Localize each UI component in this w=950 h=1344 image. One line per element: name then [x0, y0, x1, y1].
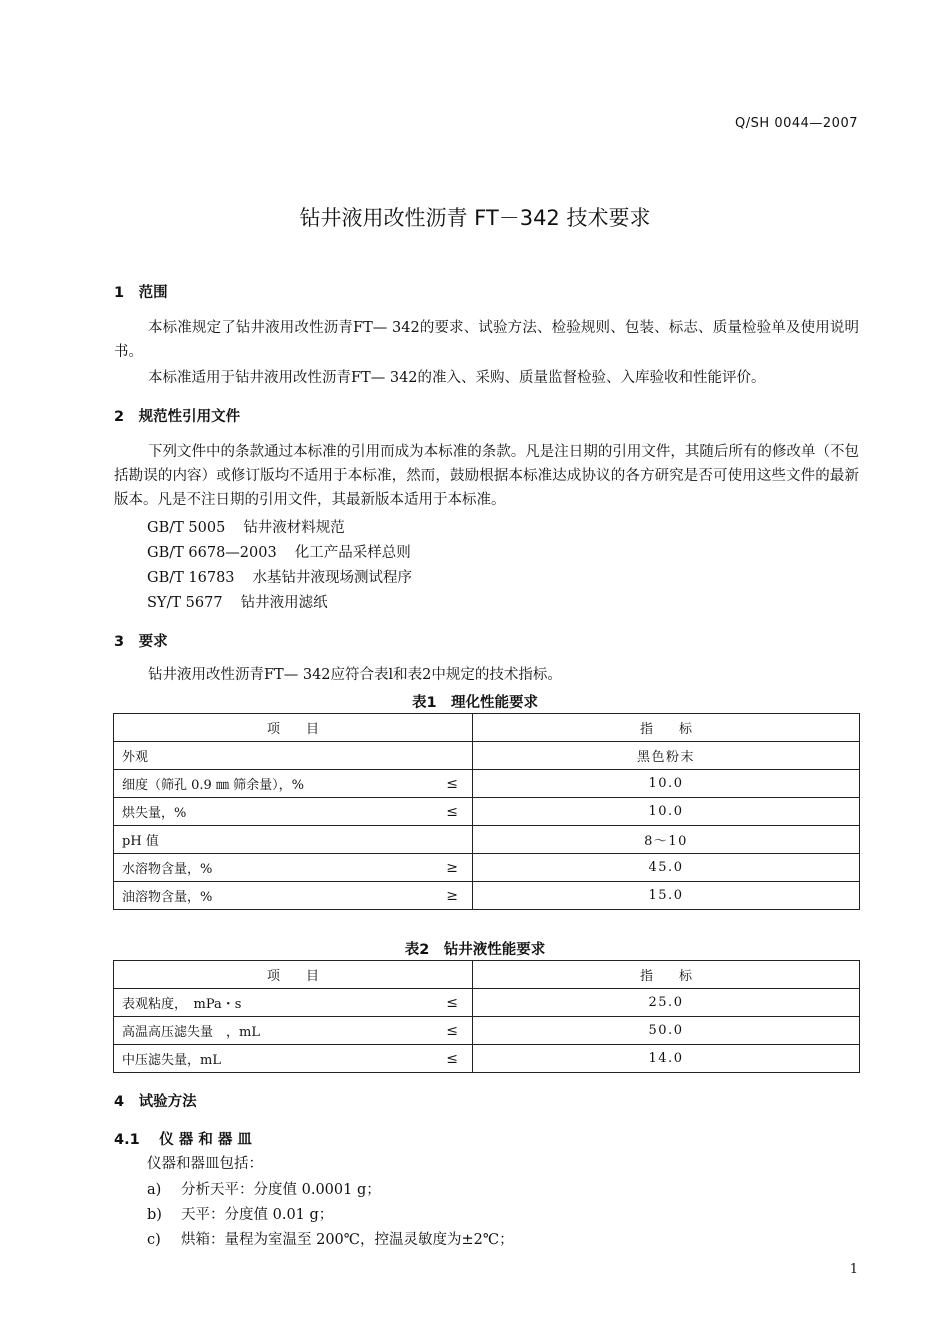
list-item — [147, 1228, 514, 1249]
comparison-symbol: ≥ — [446, 859, 458, 876]
comparison-symbol: ≤ — [446, 1050, 458, 1067]
row-item-text: 中压滤失量，mL — [122, 1053, 221, 1068]
column-header-item: 项 目 — [114, 714, 473, 742]
table-2 — [113, 960, 860, 1073]
list-item-label: b) — [147, 1207, 162, 1223]
row-value: 黑色粉末 — [473, 742, 860, 770]
row-value: 8～10 — [473, 826, 860, 854]
list-item-label: c) — [147, 1232, 161, 1248]
row-item-text: 水溶物含量，% — [122, 862, 213, 877]
row-item-text: 细度（筛孔 0.9 ㎜ 筛余量），% — [122, 778, 304, 793]
section-4-1-intro: 仪器和器皿包括： — [147, 1156, 263, 1172]
row-item — [114, 826, 473, 854]
row-value: 10.0 — [473, 770, 860, 798]
section-2-heading: 2 规范性引用文件 — [114, 409, 241, 425]
row-item-text: 油溶物含量，% — [122, 890, 213, 905]
table-row — [114, 1045, 860, 1073]
row-value: 45.0 — [473, 854, 860, 882]
row-item-text: 高温高压滤失量 ，mL — [122, 1025, 260, 1040]
list-item — [147, 1178, 381, 1199]
section-4-1-heading: 4.1 仪 器 和 器 皿 — [114, 1132, 252, 1148]
row-item — [114, 742, 473, 770]
row-item-text: 表观粘度， mPa・s — [122, 997, 242, 1012]
row-item — [114, 770, 473, 798]
reference-code: SY/T 5677 — [147, 595, 223, 611]
row-value: 10.0 — [473, 798, 860, 826]
table-header-row — [114, 714, 860, 742]
section-2-paragraph-1: 下列文件中的条款通过本标准的引用而成为本标准的条款。凡是注日期的引用文件，其随后所有的修改单（不包括勘误的内容）或修订版均不适用于本标准，然而，鼓励根据本标准达成协议的各方研究是否可使用这些文件的最新版本。凡是不注日期的引用文件，其最新版本适用于本标准。 — [114, 444, 859, 508]
row-item-text: 烘失量，% — [122, 806, 187, 821]
standard-code: Q/SH 0044—2007 — [735, 116, 858, 131]
reference-name: 钻井液材料规范 — [243, 520, 345, 536]
comparison-symbol: ≤ — [446, 803, 458, 820]
section-3-paragraph-1: 钻井液用改性沥青FT— 342应符合表l和表2中规定的技术指标。 — [148, 667, 562, 683]
row-item-text: pH 值 — [122, 834, 159, 849]
section-1-heading: 1 范围 — [114, 285, 168, 301]
document-title: 钻井液用改性沥青 FT－342 技术要求 — [299, 206, 651, 230]
row-value: 15.0 — [473, 882, 860, 910]
reference-item — [147, 516, 345, 537]
table-row — [114, 854, 860, 882]
table-header-row — [114, 961, 860, 989]
table-row — [114, 770, 860, 798]
column-header-value: 指 标 — [473, 961, 860, 989]
table-row — [114, 989, 860, 1017]
row-item — [114, 854, 473, 882]
comparison-symbol: ≤ — [446, 775, 458, 792]
list-item-text: 烘箱：量程为室温至 200℃，控温灵敏度为±2℃； — [181, 1232, 514, 1248]
reference-name: 化工产品采样总则 — [294, 545, 411, 561]
row-item — [114, 1045, 473, 1073]
reference-item — [147, 541, 411, 562]
list-item-text: 天平：分度值 0.01 g； — [181, 1207, 334, 1223]
reference-item — [147, 566, 412, 587]
table-row — [114, 798, 860, 826]
reference-code: GB/T 16783 — [147, 570, 235, 586]
table-1 — [113, 713, 860, 910]
row-item — [114, 798, 473, 826]
reference-name: 钻井液用滤纸 — [240, 595, 328, 611]
table-row — [114, 826, 860, 854]
row-item — [114, 882, 473, 910]
list-item-text: 分析天平：分度值 0.0001 g； — [181, 1182, 381, 1198]
reference-item — [147, 591, 328, 612]
table-2-caption: 表2 钻井液性能要求 — [404, 942, 546, 958]
table-row — [114, 1017, 860, 1045]
column-header-value: 指 标 — [473, 714, 860, 742]
reference-code: GB/T 5005 — [147, 520, 226, 536]
row-value: 50.0 — [473, 1017, 860, 1045]
comparison-symbol: ≤ — [446, 1022, 458, 1039]
reference-name: 水基钻井液现场测试程序 — [252, 570, 413, 586]
row-value: 14.0 — [473, 1045, 860, 1073]
row-item — [114, 1017, 473, 1045]
row-value: 25.0 — [473, 989, 860, 1017]
row-item — [114, 989, 473, 1017]
section-1-paragraph-1: 本标准规定了钻井液用改性沥青FT— 342的要求、试验方法、检验规则、包装、标志、质量检验单及使用说明书。 — [114, 320, 859, 360]
section-3-heading: 3 要求 — [114, 634, 168, 650]
table-1-caption: 表1 理化性能要求 — [411, 695, 539, 711]
section-1-paragraph-2: 本标准适用于钻井液用改性沥青FT— 342的准入、采购、质量监督检验、入库验收和性能评价。 — [148, 370, 766, 386]
comparison-symbol: ≥ — [446, 887, 458, 904]
table-row — [114, 742, 860, 770]
reference-code: GB/T 6678—2003 — [147, 545, 277, 561]
row-item-text: 外观 — [122, 750, 149, 765]
page-number: 1 — [849, 1262, 858, 1277]
table-row — [114, 882, 860, 910]
list-item-label: a) — [147, 1182, 162, 1198]
comparison-symbol: ≤ — [446, 994, 458, 1011]
column-header-item: 项 目 — [114, 961, 473, 989]
section-4-heading: 4 试验方法 — [114, 1094, 197, 1110]
list-item — [147, 1203, 333, 1224]
